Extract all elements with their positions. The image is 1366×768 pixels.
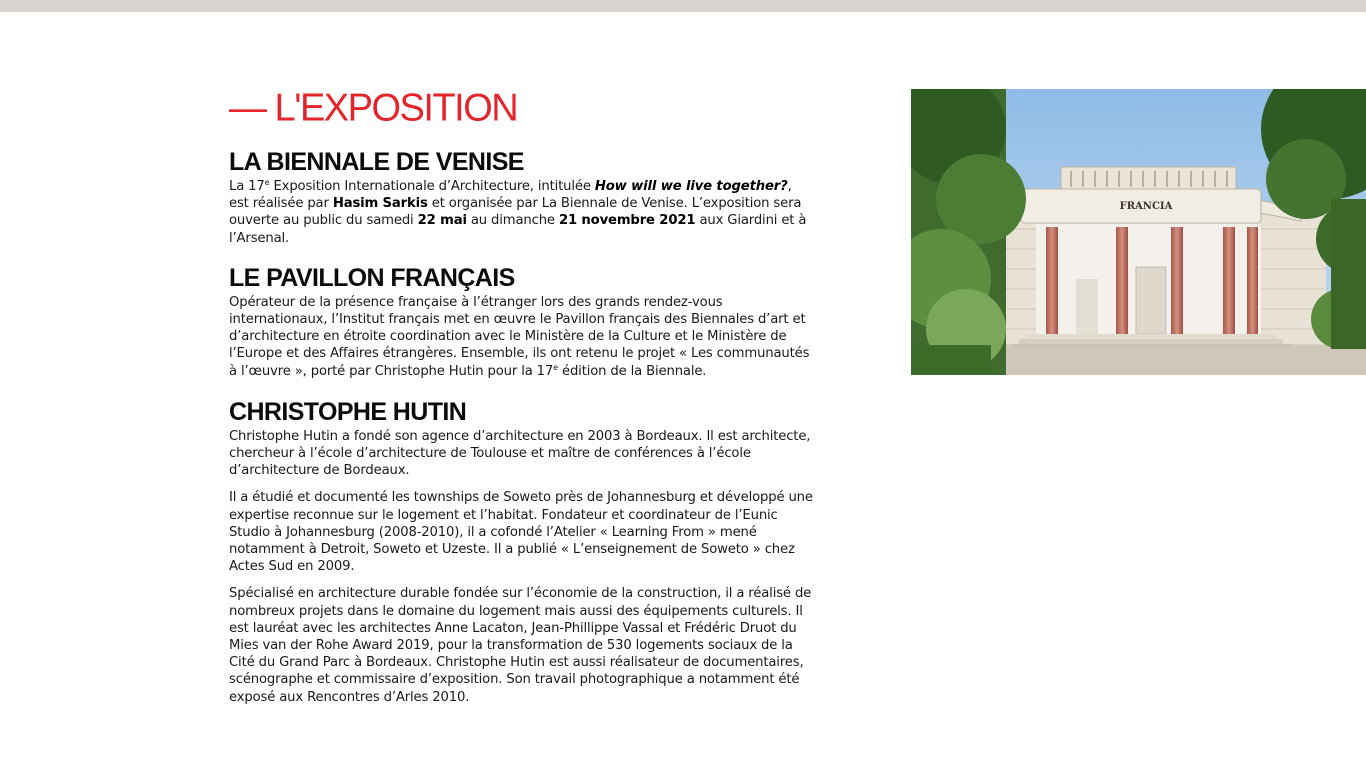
curator-name: Hasim Sarkis	[332, 196, 428, 212]
heading-hutin: CHRISTOPHE HUTIN	[229, 397, 467, 426]
paragraph-hutin-3: Spécialisé en architecture durable fondée sur l’économie de la construction, il a réalisé de nombreux projets dans le domaine du logement mais aussi des équipements culturels. Il est lauréat avec les architectes Anne Lacaton, Jean-Phillippe Vassal et Frédéric Druot du Mies van der Rohe Award 2019, pour la transformation de 530 logements sociaux de la Cité du Grand Parc à Bordeaux. Christophe Hutin est aussi réalisateur de documentaires, scénographe et commissaire d’exposition. Son travail photographique a notamment été exposé aux Rencontres d’Arles 2010.	[229, 586, 812, 705]
heading-pavillon: LE PAVILLON FRANÇAIS	[229, 263, 515, 292]
main-content	[229, 86, 814, 706]
paragraph-pavillon: Opérateur de la présence française à l’étranger lors des grands rendez-vous internationaux, l’Institut français met en œuvre le Pavillon français des Biennales d’art et d’architecture en étroite coordination avec le Ministère de la Culture et le Ministère de l’Europe et des Affaires étrangères. Ensemble, ils ont retenu le projet « Les communautés à l’œuvre », porté par Christophe Hutin pour la 17e édition de la Biennale.	[229, 294, 810, 379]
pavilion-sign: FRANCIA	[1119, 201, 1173, 212]
exhibition-title: How will we live together?	[594, 179, 788, 194]
paragraph-hutin-2: Il a étudié et documenté les townships de Soweto près de Johannesburg et développé une expertise reconnue sur le logement et l’habitat. Fondateur et coordinateur de l’Eunic Studio à Johannesburg (2008-2010), il a cofondé l’Atelier « Learning From » mené notamment à Detroit, Soweto et Uzeste. Il a publié « L’enseignement de Soweto » chez Actes Sud en 2009.	[229, 490, 813, 575]
section-title: — L'EXPOSITION	[229, 87, 518, 130]
top-bar	[0, 0, 1366, 12]
heading-biennale: LA BIENNALE DE VENISE	[229, 148, 524, 176]
pavilion-illustration	[911, 89, 1366, 375]
paragraph-biennale: La 17e Exposition Internationale d’Architecture, intitulée How will we live together?, est réalisée par Hasim Sarkis et organisée par La Biennale de Venise. L’exposition sera ouverte au public du samedi 22 mai au dimanche 21 novembre 2021 aux Giardini et à l’Arsenal.	[229, 178, 807, 246]
date-end: 21 novembre 2021	[558, 213, 696, 229]
paragraph-hutin-1: Christophe Hutin a fondé son agence d’architecture en 2003 à Bordeaux. Il est architecte, chercheur à l’école d’architecture de Toulouse et maître de conférences à l’école d’architecture de Bordeaux.	[229, 428, 811, 479]
date-start: 22 mai	[417, 213, 467, 229]
pavilion-photo	[911, 89, 1366, 375]
